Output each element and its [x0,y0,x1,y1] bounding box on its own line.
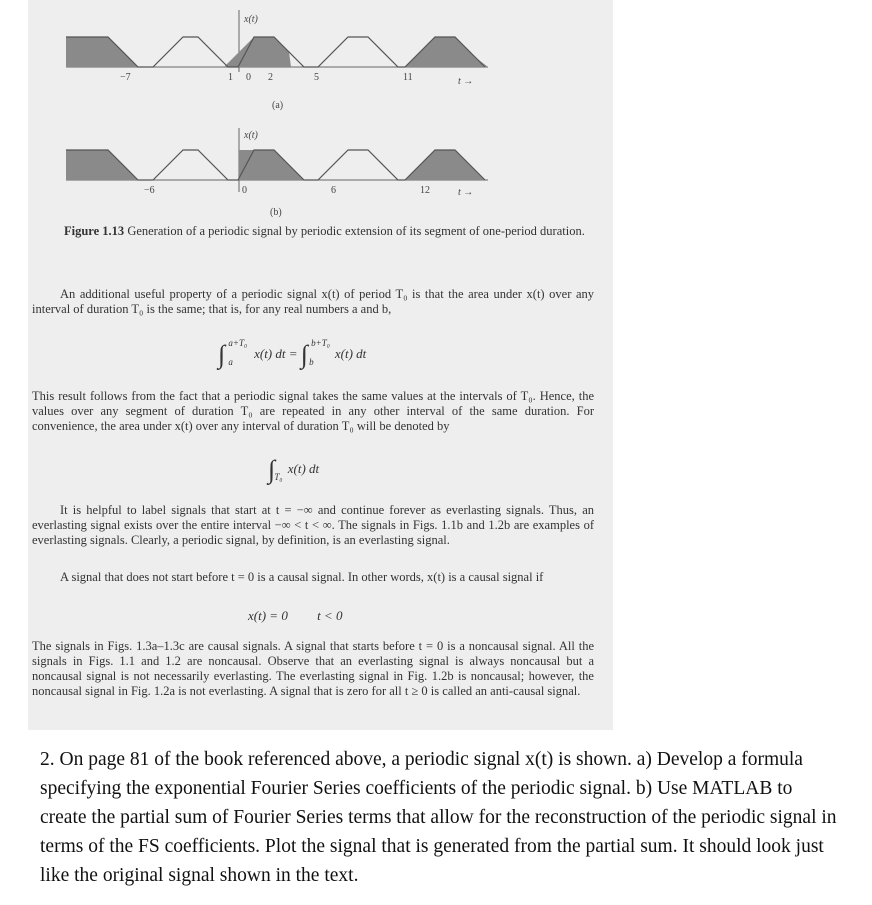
panel-b-tick: −6 [144,185,155,196]
panel-b-ylabel: x(t) [244,130,258,141]
eq2-body: x(t) dt [287,460,320,476]
integral-sign: ∫ [300,340,308,369]
eq1-left-body: x(t) dt = [254,345,298,361]
paragraph-3: It is helpful to label signals that start at t = −∞ and continue forever as everlasting signals. Thus, an everlasting signal exists over the entire interval −∞ < t < ∞. The signals in Figs. 1.1b and 1.2b are examples of everlasting signals. Clearly, a periodic signal, by definition, is an everlasting signal. [32,503,594,547]
panel-b-tick: 6 [331,185,336,196]
panel-a-tick: 0 [246,72,251,83]
eq1-left-lower-limit: a [228,356,233,367]
homework-question: 2. On page 81 of the book referenced above, a periodic signal x(t) is shown. a) Develop a formula specifying the exponential Fourier Series coefficients of the periodic signal. b) Use MATLAB to create the partial sum of Fourier Series terms that allow for the reconstruction of the periodic signal in terms of the FS coefficients. Plot the signal that is generated from the partial sum. It should look just like the original signal shown in the text. [40,749,837,886]
eq1-right-lower-limit: b [309,356,314,367]
signal-figure [28,0,613,222]
panel-b-shade-center [239,150,304,180]
figure-caption-text: Generation of a periodic signal by periodic extension of its segment of one-period duration. [127,224,585,238]
panel-a-ylabel: x(t) [244,14,258,25]
eq1-right-body: x(t) dt [334,345,367,361]
book-page [28,0,613,730]
eq3-left: x(t) = 0 [248,608,288,623]
paragraph-4: A signal that does not start before t = 0 is a causal signal. In other words, x(t) is a causal signal if [60,570,544,584]
panel-a-tick: 1 [228,72,233,83]
paragraph-1: An additional useful property of a periodic signal x(t) of period T₀ is that the area under x(t) over any interval of duration T₀ is the same; that is, for any real numbers a and b, [32,287,594,316]
panel-a-tick: 11 [403,72,413,83]
panel-a-shade-right [405,37,488,67]
paragraph-5: The signals in Figs. 1.3a–1.3c are causal signals. A signal that starts before t = 0 is a noncausal signal. All the signals in Figs. 1.1 and 1.2 are noncausal. Observe that an everlasting signal is always noncausal but a noncausal signal is not necessarily everlasting. The everlasting signal in Fig. 1.2b is noncausal; however, the noncausal signal in Fig. 1.2a is not everlasting. A signal that is zero for all t ≥ 0 is called an anti-causal signal. [32,639,594,698]
panel-b-tick: 0 [242,185,247,196]
eq3-right: t < 0 [317,608,343,623]
panel-a-tick: −7 [120,72,131,83]
panel-b-sublabel: (b) [270,207,282,218]
panel-a-shade-left [66,37,138,67]
equation-3 [248,608,342,624]
panel-b [66,128,488,218]
panel-a [66,10,488,111]
figure-caption-number: Figure 1.13 [64,224,125,238]
panel-b-shade-left [66,150,138,180]
eq1-left-upper-limit: a+T₀ [228,337,248,348]
panel-a-tick: 2 [268,72,273,83]
panel-b-tick: 12 [420,185,430,196]
figure-caption [64,224,604,239]
panel-a-tick: 5 [314,72,319,83]
panel-b-shade-right [405,150,485,180]
integral-sign: ∫ [218,340,226,369]
panel-a-shade-center [224,37,291,67]
paragraph-2: This result follows from the fact that a periodic signal takes the same values at the intervals of T₀. Hence, the values over any segment of duration T₀ are repeated in any other interval of the same duration. For convenience, the area under x(t) over any interval of duration T₀ will be denoted by [32,389,594,433]
eq2-lower-limit: T₀ [274,471,283,482]
eq1-right-upper-limit: b+T₀ [311,337,330,348]
integral-sign: ∫ [268,455,276,484]
panel-a-t-label: t → [458,76,474,87]
panel-b-t-label: t → [458,187,474,198]
panel-a-sublabel: (a) [272,100,284,111]
equation-1 [218,337,367,370]
equation-2 [268,455,319,485]
